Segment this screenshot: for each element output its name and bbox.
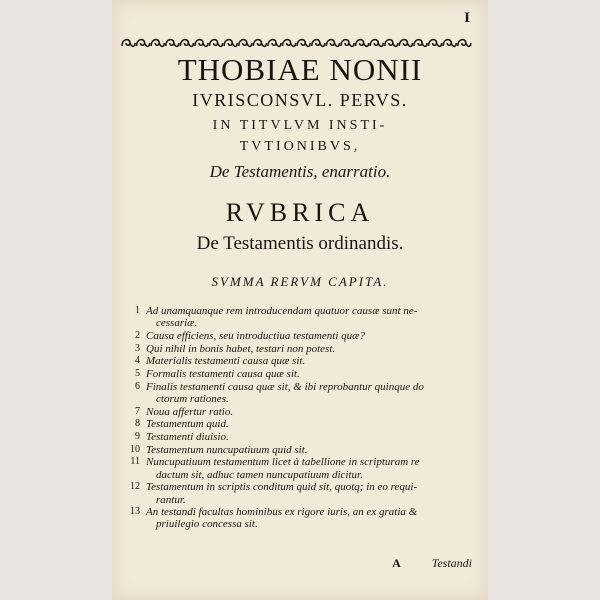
item-number: 5 — [135, 368, 140, 380]
title-profession: IVRISCONSVL. PERVS. — [192, 90, 408, 110]
ornament-scroll — [137, 40, 150, 47]
ornament-scroll — [370, 40, 383, 47]
page-footer — [392, 556, 472, 571]
ornament-scroll — [356, 40, 369, 47]
item-text: Qui nihil in bonis habet, testari non potest. — [146, 342, 336, 355]
item-text-continued: rantur. — [156, 493, 186, 506]
item-text: An testandi facultas hominibus ex rigore iuris, an ex gratia & — [146, 506, 418, 519]
item-text: Finalis testamenti causa quæ sit, & ibi reprobantur quinque do — [146, 380, 424, 393]
list-item — [124, 330, 474, 342]
ornament-scroll — [385, 40, 398, 47]
list-item — [124, 444, 474, 456]
page-number: I — [464, 10, 470, 26]
item-text: Testamentum nuncupatiuum quid sit. — [146, 443, 308, 456]
ornament-scroll — [239, 40, 252, 47]
item-text: Nuncupatiuum testamentum licet à tabellione in scripturam re — [146, 456, 420, 469]
item-text-continued: dactum sit, adhuc tamen nuncupatiuum dicitur. — [156, 468, 363, 481]
title-subject: De Testamentis, enarratio. — [209, 162, 391, 181]
item-number: 12 — [130, 481, 140, 493]
list-item — [124, 381, 474, 405]
ornament-scroll — [224, 40, 237, 47]
ornament-scroll — [399, 40, 412, 47]
list-item — [124, 418, 474, 430]
item-number: 1 — [135, 305, 140, 316]
summa-heading: SVMMA RERVM CAPITA. — [211, 274, 389, 289]
title-author: THOBIAE NONII — [177, 52, 423, 87]
ornament-scroll — [429, 40, 442, 47]
summary-list — [124, 305, 474, 531]
item-text: Ad unamquanque rem introducendam quatuor causæ sunt ne- — [146, 305, 418, 317]
item-text-continued: cessariæ. — [156, 317, 198, 330]
item-text: Noua affertur ratio. — [146, 405, 234, 418]
item-text-continued: priuilegio concessa sit. — [156, 518, 258, 531]
ornament-scroll — [326, 40, 339, 47]
catchword: Testandi — [431, 556, 472, 570]
item-text: Testamentum quid. — [146, 418, 229, 431]
ornament-scroll — [210, 40, 223, 47]
item-number: 4 — [135, 355, 140, 367]
item-text: Formalis testamenti causa quæ sit. — [146, 368, 300, 381]
list-item — [124, 406, 474, 418]
item-text: Causa efficiens, seu introductiua testamenti quæ? — [146, 329, 365, 342]
list-item — [124, 481, 474, 505]
item-text: Testamentum in scriptis conditum quid sit, quotq; in eo requi- — [146, 481, 418, 494]
item-number: 3 — [135, 342, 140, 354]
ornament-scroll — [458, 40, 471, 47]
ornament-scroll — [195, 40, 208, 47]
item-text-continued: ctorum rationes. — [156, 392, 229, 405]
list-item — [124, 431, 474, 443]
list-item — [124, 506, 474, 530]
ornament-scroll — [341, 40, 354, 47]
item-text: Testamenti diuisio. — [146, 431, 229, 444]
ornamental-border — [120, 36, 474, 50]
item-number: 6 — [135, 380, 140, 392]
ornament-scroll — [297, 40, 310, 47]
ornament-scroll — [268, 40, 281, 47]
item-text: Materialis testamenti causa quæ sit. — [146, 355, 306, 368]
signature-mark: A — [392, 556, 401, 570]
ornament-scroll — [443, 40, 456, 47]
item-number: 8 — [135, 418, 140, 430]
list-item — [124, 355, 474, 367]
item-number: 11 — [130, 456, 140, 468]
rubrica-heading: RVBRICA — [225, 198, 375, 227]
title-line4: TVTIONIBVS, — [239, 139, 361, 154]
ornament-scroll — [283, 40, 296, 47]
item-number: 2 — [135, 329, 140, 341]
ornament-scroll — [253, 40, 266, 47]
item-number: 7 — [135, 405, 140, 417]
ornament-scroll — [414, 40, 427, 47]
title-line3: IN TITVLVM INSTI- — [212, 118, 388, 133]
ornament-scroll — [166, 40, 179, 47]
ornament-scroll — [151, 40, 164, 47]
item-number: 13 — [130, 506, 140, 518]
list-item — [124, 368, 474, 380]
list-item — [124, 305, 474, 329]
item-number: 10 — [130, 443, 140, 455]
list-item — [124, 456, 474, 480]
list-item — [124, 343, 474, 355]
ornament-scroll — [122, 40, 135, 47]
rubrica-subtitle: De Testamentis ordinandis. — [196, 233, 404, 254]
ornament-scroll — [180, 40, 193, 47]
book-page — [112, 0, 488, 600]
item-number: 9 — [135, 431, 140, 443]
ornament-scroll — [312, 40, 325, 47]
